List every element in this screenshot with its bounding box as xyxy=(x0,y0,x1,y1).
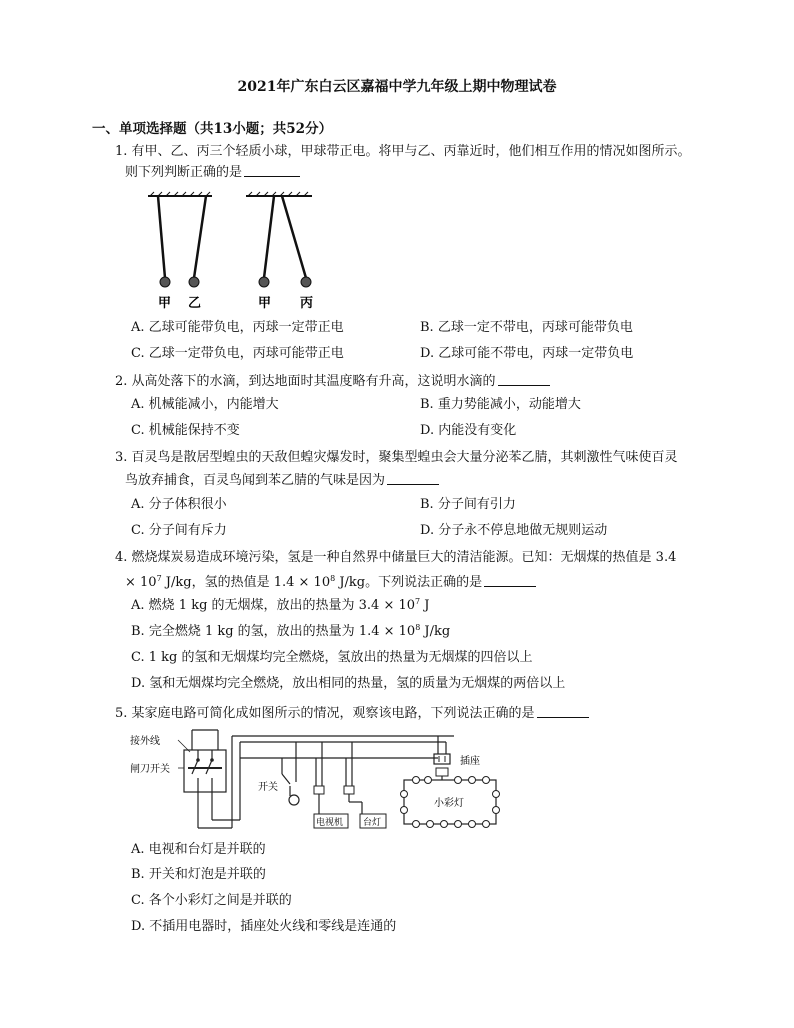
thread-jia-1 xyxy=(158,196,165,278)
q4-option-a[interactable]: A. 燃烧 1 kg 的无烟煤，放出的热量为 $3.4 \times 10^7$ J xyxy=(131,597,430,613)
support-bar-left xyxy=(148,192,212,196)
thread-bing xyxy=(282,196,306,278)
q1-pendulum-figure xyxy=(140,192,330,312)
q1-option-a[interactable]: A. 乙球可能带负电，丙球一定带正电 xyxy=(131,320,344,335)
label-bing: 丙 xyxy=(300,296,314,311)
socket-icon xyxy=(434,754,450,764)
label-yi: 乙 xyxy=(188,296,202,311)
q2-stem: 2. 从高处落下的水滴，到达地面时其温度略有升高，这说明水滴的 xyxy=(115,373,550,390)
answer-blank xyxy=(387,472,439,485)
answer-blank xyxy=(484,574,536,587)
bulb-icon xyxy=(289,795,299,805)
q5-option-d[interactable]: D. 不插用电器时，插座处火线和零线是连通的 xyxy=(131,919,397,934)
q4-option-c[interactable]: C. 1 kg 的氢和无烟煤均完全燃烧，氢放出的热量为无烟煤的四倍以上 xyxy=(131,650,533,665)
q5-option-b[interactable]: B. 开关和灯泡是并联的 xyxy=(131,867,266,882)
q1-stem-line2: 则下列判断正确的是 xyxy=(125,164,300,181)
q5-option-a[interactable]: A. 电视和台灯是并联的 xyxy=(131,842,266,857)
label-lamp: 台灯 xyxy=(363,818,382,828)
thread-yi xyxy=(194,196,206,278)
label-jia-1: 甲 xyxy=(158,296,172,311)
label-socket: 插座 xyxy=(460,756,480,767)
label-external-wire: 接外线 xyxy=(130,736,160,747)
q3-option-c[interactable]: C. 分子间有斥力 xyxy=(131,523,227,538)
q4-stem-line1: 4. 燃烧煤炭易造成环境污染，氢是一种自然界中储量巨大的清洁能源。已知：无烟煤的热值是 3.4 xyxy=(115,550,677,565)
q2-option-b[interactable]: B. 重力势能减小，动能增大 xyxy=(420,397,581,412)
label-string-lights: 小彩灯 xyxy=(434,798,464,809)
q5-option-c[interactable]: C. 各个小彩灯之间是并联的 xyxy=(131,893,292,908)
q1-option-b[interactable]: B. 乙球一定不带电，丙球可能带负电 xyxy=(420,320,633,335)
support-bar-right xyxy=(246,192,312,196)
q5-circuit-figure xyxy=(128,728,508,832)
ball-jia-1 xyxy=(160,277,170,287)
q3-stem-line1: 3. 百灵鸟是散居型蝗虫的天敌但蝗灾爆发时，聚集型蝗虫会大量分泌苯乙腈，其刺激性气味使百灵 xyxy=(115,450,678,465)
q2-option-c[interactable]: C. 机械能保持不变 xyxy=(131,423,240,438)
q4-stem-line2: × $10^7$ J/kg，氢的热值是 $1.4 \times 10^8$ J/kg。下列说法正确的是 xyxy=(125,574,536,591)
q1-stem-line1: 1. 有甲、乙、丙三个轻质小球，甲球带正电。将甲与乙、丙靠近时，他们相互作用的情况如图所示。 xyxy=(115,144,691,159)
q3-stem-line2: 鸟放弃捕食，百灵鸟闻到苯乙腈的气味是因为 xyxy=(125,472,439,489)
ball-bing xyxy=(301,277,311,287)
label-jia-2: 甲 xyxy=(258,296,272,311)
answer-blank xyxy=(537,705,589,718)
q1-option-c[interactable]: C. 乙球一定带负电，丙球可能带正电 xyxy=(131,346,344,361)
label-knife-switch: 闸刀开关 xyxy=(130,764,170,775)
answer-blank xyxy=(244,164,300,177)
label-switch: 开关 xyxy=(258,782,278,793)
q3-option-d[interactable]: D. 分子永不停息地做无规则运动 xyxy=(420,523,608,538)
q5-stem: 5. 某家庭电路可简化成如图所示的情况，观察该电路，下列说法正确的是 xyxy=(115,705,589,722)
ball-jia-2 xyxy=(259,277,269,287)
answer-blank xyxy=(498,373,550,386)
q3-option-b[interactable]: B. 分子间有引力 xyxy=(420,497,516,512)
q4-option-b[interactable]: B. 完全燃烧 1 kg 的氢，放出的热量为 $1.4 \times 10^8$ J/kg xyxy=(131,623,451,639)
q3-option-a[interactable]: A. 分子体积很小 xyxy=(131,497,227,512)
knife-switch-box xyxy=(184,750,226,792)
thread-jia-2 xyxy=(264,196,274,278)
wall-switch xyxy=(282,774,290,784)
q4-option-d[interactable]: D. 氢和无烟煤均完全燃烧，放出相同的热量，氢的质量为无烟煤的两倍以上 xyxy=(131,676,566,691)
q2-option-d[interactable]: D. 内能没有变化 xyxy=(420,423,517,438)
section-heading: 一、单项选择题（共13小题；共52分） xyxy=(92,121,333,137)
lights-plug xyxy=(436,768,448,776)
tv-plug xyxy=(314,786,324,794)
q1-option-d[interactable]: D. 乙球可能不带电，丙球一定带负电 xyxy=(420,346,634,361)
label-tv: 电视机 xyxy=(316,818,344,828)
page-title: 2021年广东白云区嘉福中学九年级上期中物理试卷 xyxy=(237,79,557,95)
q2-option-a[interactable]: A. 机械能减小，内能增大 xyxy=(131,397,279,412)
ball-yi xyxy=(189,277,199,287)
lamp-plug xyxy=(344,786,354,794)
